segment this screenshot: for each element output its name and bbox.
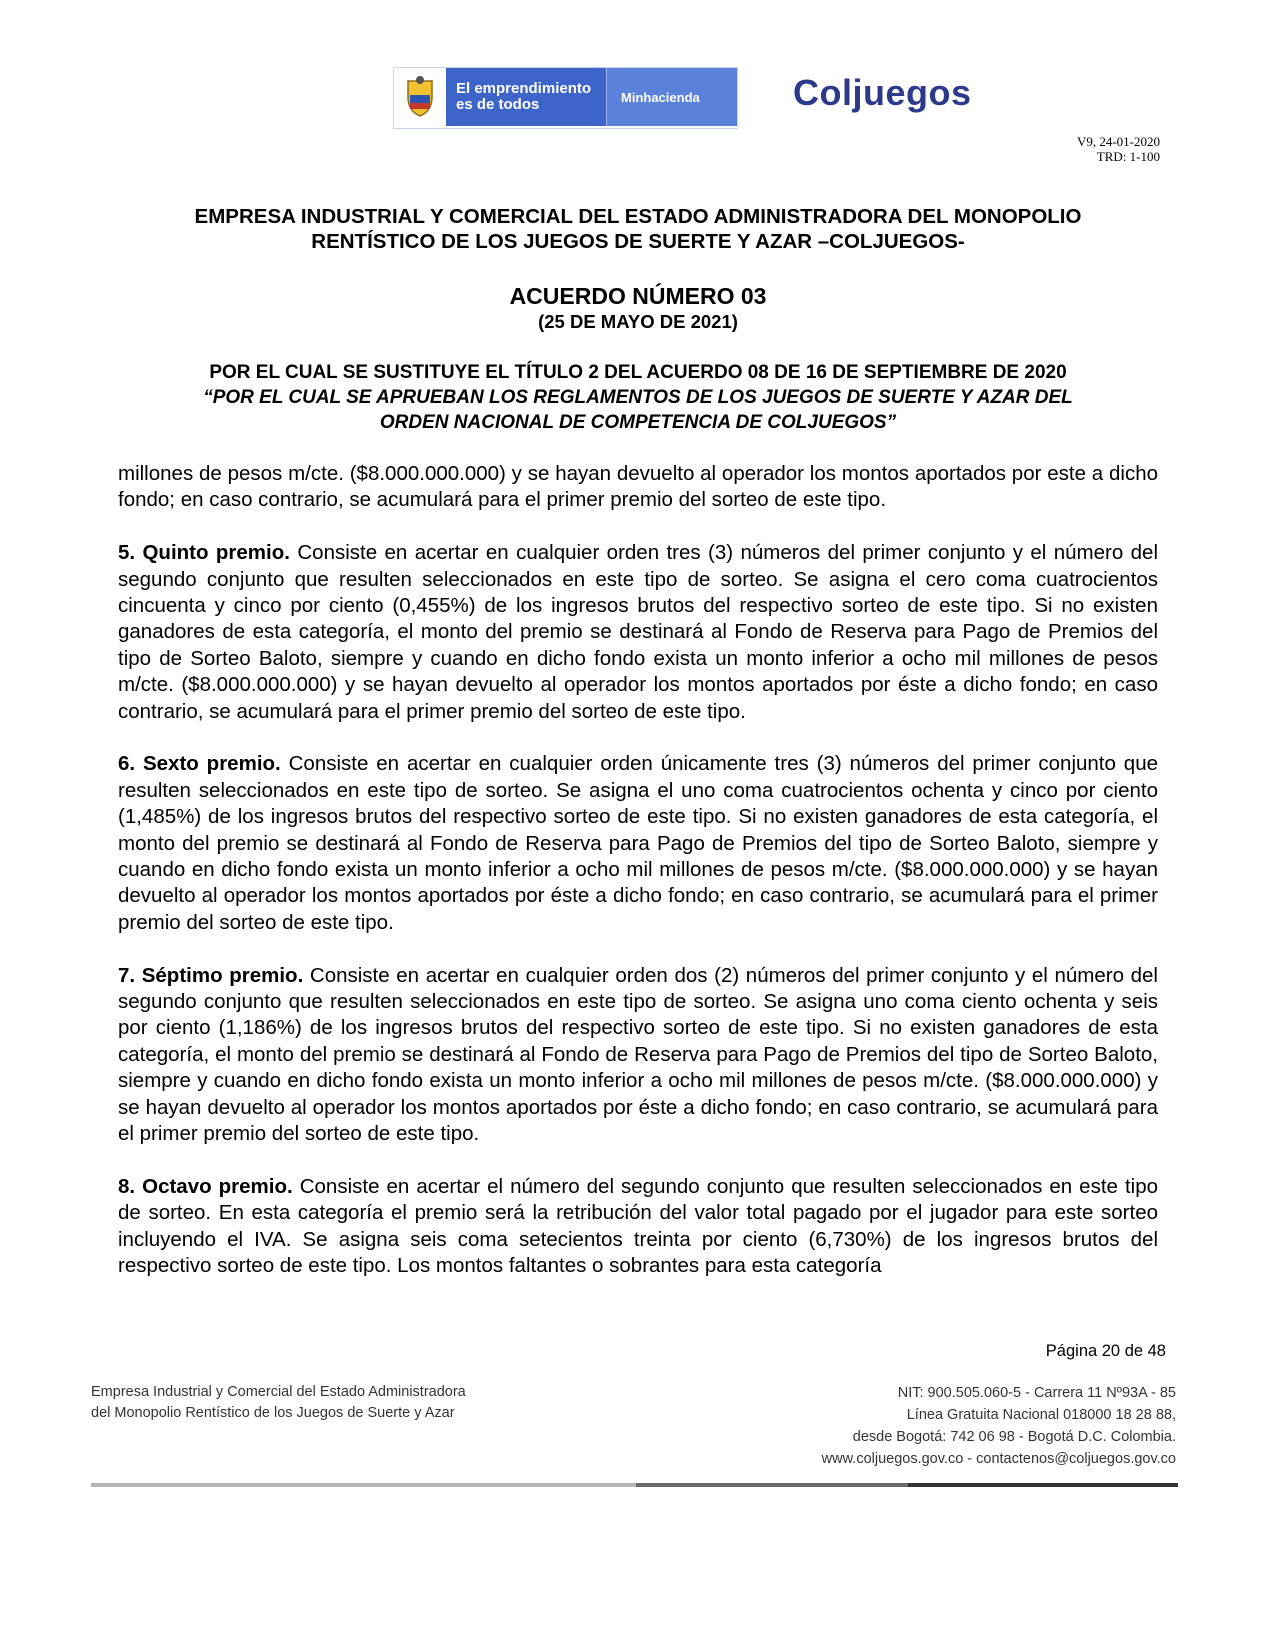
- subject-line2: “POR EL CUAL SE APRUEBAN LOS REGLAMENTOS DE LOS JUEGOS DE SUERTE Y AZAR DEL: [203, 387, 1073, 408]
- footer-divider: [91, 1483, 1178, 1487]
- paragraph-text: Consiste en acertar en cualquier orden tres (3) números del primer conjunto y el número del segundo conjunto que resulten seleccionados en este tipo de sorteo. Se asigna el cero coma cuatrocientos cincuenta y cinco por ciento (0,455%) de los ingresos brutos del respectivo sorteo de este tipo. Si no existen ganadores de esta categoría, el monto del premio se destinará al Fondo de Reserva para Pago de Premios del tipo de Sorteo Baloto, siempre y cuando en dicho fondo exista un monto inferior a ocho mil millones de pesos m/cte. ($8.000.000.000) y se hayan devuelto al operador los montos aportados por éste a dicho fondo; en caso contrario, se acumulará para el primer premio del sorteo de este tipo.: [118, 541, 1159, 723]
- paragraph-quinto-premio: [118, 540, 1158, 725]
- document-body: [118, 461, 1158, 1306]
- footer-contact: [822, 1382, 1176, 1470]
- entity-title: [118, 204, 1158, 254]
- footer-entity-line2: del Monopolio Rentístico de los Juegos de Suerte y Azar: [91, 1405, 455, 1421]
- trd-code: TRD: 1-100: [1096, 149, 1160, 164]
- paragraph-text: Consiste en acertar en cualquier orden dos (2) números del primer conjunto y el número del segundo conjunto que resulten seleccionados en este tipo de sorteo. Se asigna uno coma ciento ochenta y seis por ciento (1,186%) de los ingresos brutos del respectivo sorteo de este tipo. Si no existen ganadores de esta categoría, el monto del premio se destinará al Fondo de Reserva para Pago de Premios del tipo de Sorteo Baloto, siempre y cuando en dicho fondo exista un monto inferior a ocho mil millones de pesos m/cte. ($8.000.000.000) y se hayan devuelto al operador los montos aportados por éste a dicho fondo; en caso contrario, se acumulará para el primer premio del sorteo de este tipo.: [118, 963, 1158, 1146]
- footer-phone: Línea Gratuita Nacional 018000 18 28 88,: [906, 1407, 1176, 1423]
- document-version: [1077, 134, 1160, 164]
- intro-paragraph: millones de pesos m/cte. ($8.000.000.000) y se hayan devuelto al operador los montos aportados por este a dicho fondo; en caso contrario, se acumulará para el primer premio del sorteo de este tipo.: [118, 462, 1158, 512]
- footer-local-phone: desde Bogotá: 742 06 98 - Bogotá D.C. Colombia.: [852, 1429, 1176, 1445]
- brand-slogan: [446, 68, 606, 126]
- paragraph-label: 5. Quinto premio.: [118, 541, 290, 565]
- footer-entity-line1: Empresa Industrial y Comercial del Estado Administradora: [91, 1384, 466, 1400]
- paragraph-label: 8. Octavo premio.: [118, 1174, 293, 1198]
- subject-line3: ORDEN NACIONAL DE COMPETENCIA DE COLJUEGOS”: [379, 412, 897, 433]
- paragraph-octavo-premio: [118, 1174, 1158, 1280]
- footer-nit-address: NIT: 900.505.060-5 - Carrera 11 Nº93A - 85: [897, 1385, 1176, 1401]
- subject-line1: POR EL CUAL SE SUSTITUYE EL TÍTULO 2 DEL ACUERDO 08 DE 16 DE SEPTIEMBRE DE 2020: [209, 362, 1067, 383]
- brand-slogan-line2: es de todos: [456, 96, 540, 113]
- entity-title-line1: EMPRESA INDUSTRIAL Y COMERCIAL DEL ESTADO ADMINISTRADORA DEL MONOPOLIO: [194, 205, 1082, 228]
- acuerdo-number: ACUERDO NÚMERO 03: [509, 283, 767, 309]
- coljuegos-logo: [793, 72, 972, 114]
- paragraph-text: Consiste en acertar el número del segundo conjunto que resulten seleccionados en este tipo de sorteo. En esta categoría el premio será la retribución del valor total pagado por el jugador para este sorteo incluyendo el IVA. Se asigna seis coma setecientos treinta por ciento (6,730%) de los ingresos brutos del respectivo sorteo de este tipo. Los montos faltantes o sobrantes para esta categoría: [118, 1174, 1158, 1278]
- paragraph-sexto-premio: [118, 751, 1158, 936]
- acuerdo-date: (25 DE MAYO DE 2021): [538, 311, 738, 332]
- brand-slogan-line1: El emprendimiento: [456, 80, 592, 97]
- coat-of-arms-icon: [394, 68, 446, 126]
- footer-web-email[interactable]: www.coljuegos.gov.co - contactenos@coljuegos.gov.co: [821, 1451, 1176, 1467]
- paragraph-septimo-premio: [118, 963, 1158, 1148]
- acuerdo-subject: [118, 360, 1158, 435]
- coljuegos-logo-text: Coljuegos: [793, 72, 972, 113]
- ministry-label: Minhacienda: [606, 68, 737, 126]
- paragraph-label: 7. Séptimo premio.: [118, 963, 304, 987]
- entity-title-line2: RENTÍSTICO DE LOS JUEGOS DE SUERTE Y AZAR –COLJUEGOS-: [311, 230, 965, 253]
- version-code: V9, 24-01-2020: [1076, 134, 1160, 149]
- paragraph-label: 6. Sexto premio.: [118, 752, 281, 776]
- government-logo: [393, 67, 738, 129]
- paragraph-text: Consiste en acertar en cualquier orden únicamente tres (3) números del primer conjunto que resulten seleccionados en este tipo de sorteo. Se asigna el uno coma cuatrocientos ochenta y cinco por ciento (1,485%) de los ingresos brutos del respectivo sorteo de este tipo. Si no existen ganadores de esta categoría, el monto del premio se destinará al Fondo de Reserva para Pago de Premios del tipo de Sorteo Baloto, siempre y cuando en dicho fondo exista un monto inferior a ocho mil millones de pesos m/cte. ($8.000.000.000) y se hayan devuelto al operador los montos aportados por éste a dicho fondo; en caso contrario, se acumulará para el primer premio del sorteo de este tipo.: [118, 752, 1158, 934]
- footer-entity: [91, 1382, 466, 1424]
- page-number: Página 20 de 48: [1045, 1342, 1166, 1360]
